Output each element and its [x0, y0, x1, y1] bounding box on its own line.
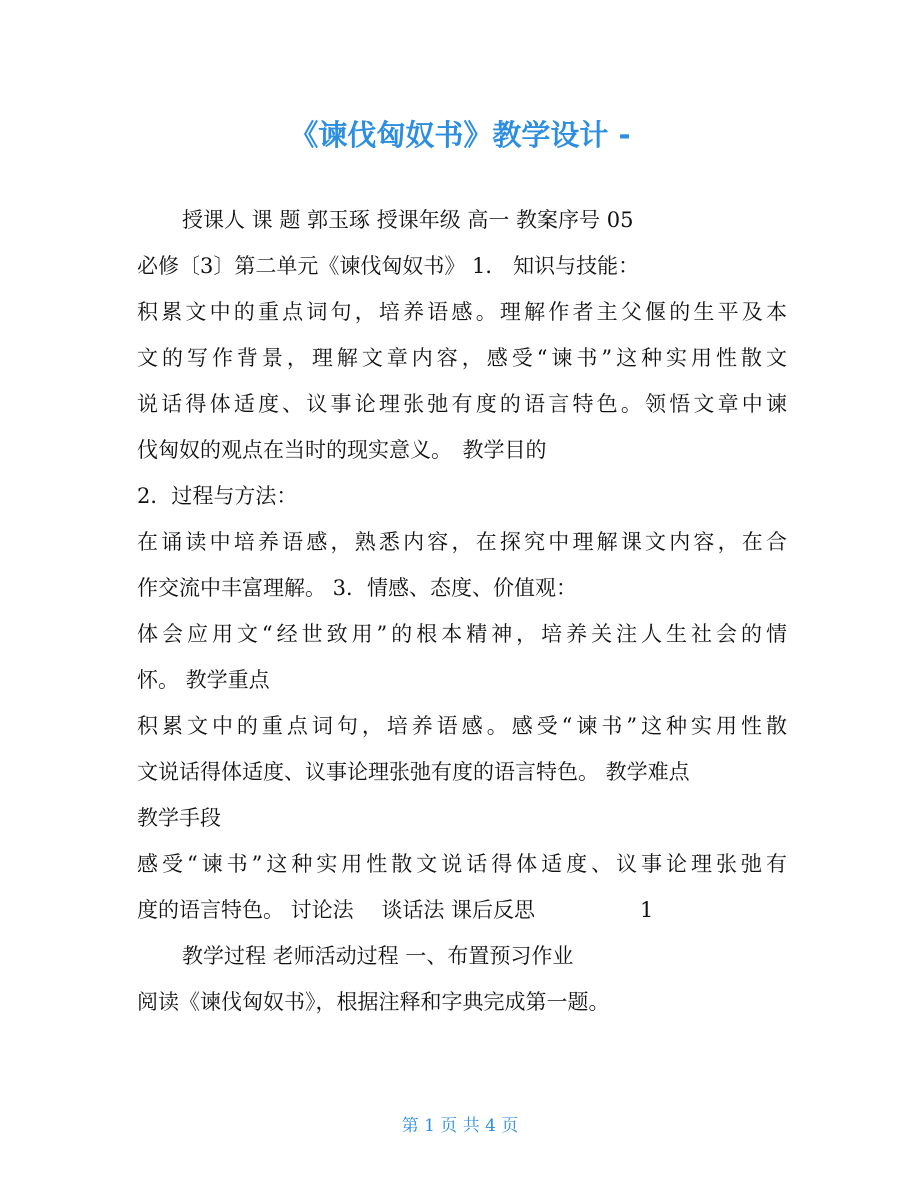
document-body — [137, 197, 787, 1025]
page-footer: 第 1 页 共 4 页 — [401, 1116, 519, 1136]
text-line: 阅读《谏伐匈奴书》，根据注释和字典完成第一题。 — [137, 990, 610, 1014]
text-line: 说话得体适度、议事论理张弛有度的语言特色。领悟文章中谏 — [137, 392, 787, 416]
text-line: 必修〔3〕第二单元《谏伐匈奴书》 1． 知识与技能： — [137, 254, 640, 278]
text-line: 伐匈奴的观点在当时的现实意义。 教学目的 — [137, 438, 547, 462]
text-line: 作交流中丰富理解。 3．情感、态度、价值观： — [137, 576, 578, 600]
text-line: 积累文中的重点词句，培养语感。理解作者主父偃的生平及本 — [137, 300, 787, 324]
text-line: 感受“谏书”这种实用性散文说话得体适度、议事论理张弛有 — [137, 852, 787, 876]
document-title: 《谏伐匈奴书》教学设计 - — [289, 118, 631, 152]
text-line: 怀。 教学重点 — [137, 668, 270, 692]
text-line: 授课人 课 题 郭玉琢 授课年级 高一 教案序号 05 — [182, 208, 634, 232]
text-line: 教学手段 — [137, 806, 221, 830]
text-line: 文的写作背景，理解文章内容，感受“谏书”这种实用性散文 — [137, 346, 787, 370]
text-line: 体会应用文“经世致用”的根本精神，培养关注人生社会的情 — [137, 622, 787, 646]
text-line: 度的语言特色。 讨论法 谈话法 课后反思 1 — [137, 898, 654, 922]
text-line: 在诵读中培养语感，熟悉内容，在探究中理解课文内容，在合 — [137, 530, 787, 554]
text-line: 文说话得体适度、议事论理张弛有度的语言特色。 教学难点 — [137, 760, 690, 784]
text-line: 2．过程与方法： — [137, 484, 298, 508]
text-line: 积累文中的重点词句，培养语感。感受“谏书”这种实用性散 — [137, 714, 787, 738]
text-line: 教学过程 老师活动过程 一、布置预习作业 — [182, 944, 574, 968]
